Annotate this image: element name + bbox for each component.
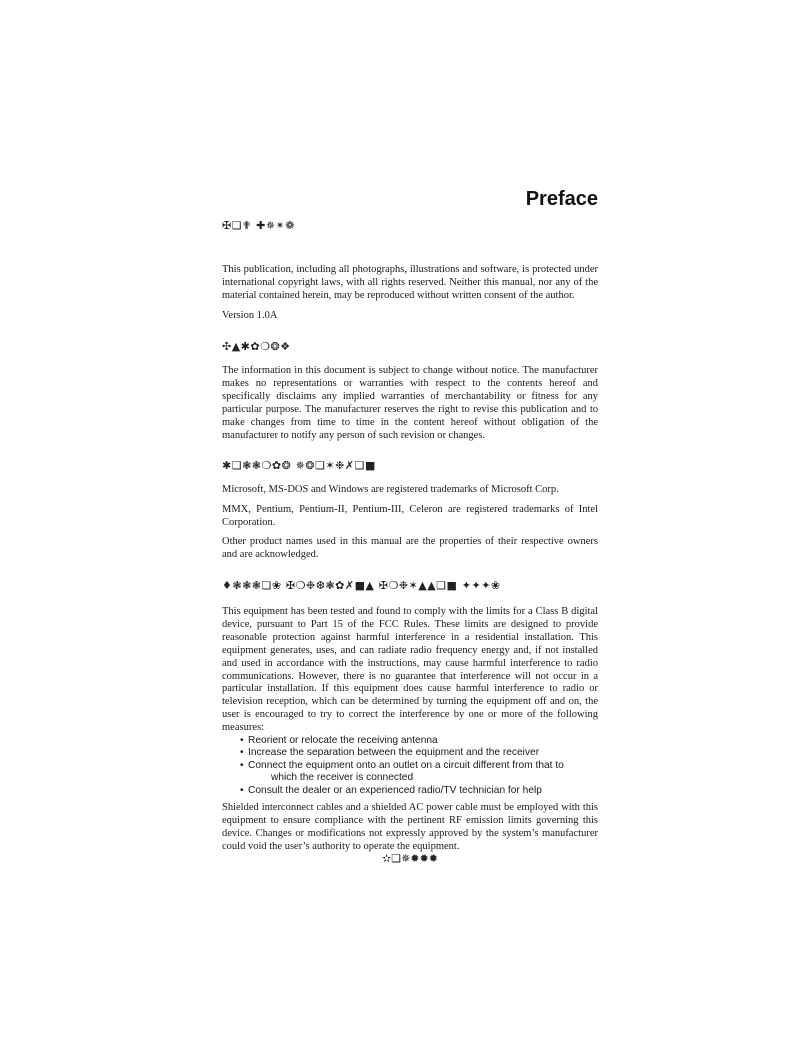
page-footer: ✫❏✵✹✹✹: [382, 852, 438, 865]
disclaimer-paragraph: The information in this document is subject to change without notice. The manufacturer makes no representations or warranties with respect to the contents hereof and specifically disclaims any implied warranties of merchantability or fitness for any particular purpose. The manufacturer reserves the right to revise this publication and to make changes from time to time in the content hereof without obligation of the manufacturer to notify any person of such revision or changes.: [222, 365, 598, 441]
bullet-icon: •: [240, 784, 244, 796]
fcc-measures-list: [240, 735, 598, 797]
list-item: • Consult the dealer or an experienced radio/TV technician for help: [240, 784, 542, 796]
fcc-heading: ♦❃❃❃❏❀ ✠❍❉❆❃✿✗■▲ ✠❍❉✶▲▲❏■ ✦✦✦❀: [222, 579, 501, 592]
page-title: Preface: [525, 188, 598, 210]
version-text: Version 1.0A: [222, 310, 278, 321]
list-item: • Reorient or relocate the receiving antenna: [240, 735, 438, 746]
bullet-continuation: which the receiver is connected: [271, 772, 414, 784]
trademark-paragraph: Microsoft, MS-DOS and Windows are registered trademarks of Microsoft Corp.: [222, 484, 559, 495]
bullet-icon: •: [240, 735, 244, 746]
fcc-paragraph: This equipment has been tested and found to comply with the limits for a Class B digital device, pursuant to Part 15 of the FCC Rules. These limits are designed to provide reasonable protection against harmful interference in a residential installation. This equipment generates, uses, and can radiate radio frequency energy and, if not installed and used in accordance with the instructions, may cause harmful interference to radio communications. However, there is no guarantee that interference will not occur in a particular installation. If this equipment does cause harmful interference to radio or television reception, which can be determined by turning the equipment off and on, the user is encouraged to try to correct the interference by one or more of the following measures:: [222, 606, 598, 734]
copyright-paragraph: This publication, including all photographs, illustrations and software, is protected under international copyright laws, with all rights reserved. Neither this manual, nor any of the material contained herein, may be reproduced without written consent of the author.: [222, 264, 598, 301]
copyright-heading: ✠❏✟ ✚✵✴❁: [222, 219, 295, 232]
trademark-paragraph: MMX, Pentium, Pentium-II, Pentium-III, Celeron are registered trademarks of Intel Corporation.: [222, 504, 598, 528]
list-item: • Connect the equipment onto an outlet on a circuit different from that to which the receiver is connected: [240, 760, 598, 785]
trademark-paragraph: Other product names used in this manual are the properties of their respective owners and are acknowledged.: [222, 536, 598, 560]
trademarks-heading: ✱❏❃❃❍✿❂ ✵❂❏✶❉✗❏■: [222, 459, 376, 472]
fcc-closing-paragraph: Shielded interconnect cables and a shielded AC power cable must be employed with this equipment to ensure compliance with the pertinent RF emission limits governing this device. Changes or modifications not expressly approved by the system’s manufacturer could void the user’s authority to operate the equipment.: [222, 802, 598, 852]
list-item: • Increase the separation between the equipment and the receiver: [240, 747, 540, 759]
bullet-icon: •: [240, 747, 244, 759]
disclaimer-heading: ✣▲✱✿❍❂❖: [222, 340, 291, 353]
bullet-icon: •: [240, 759, 244, 771]
